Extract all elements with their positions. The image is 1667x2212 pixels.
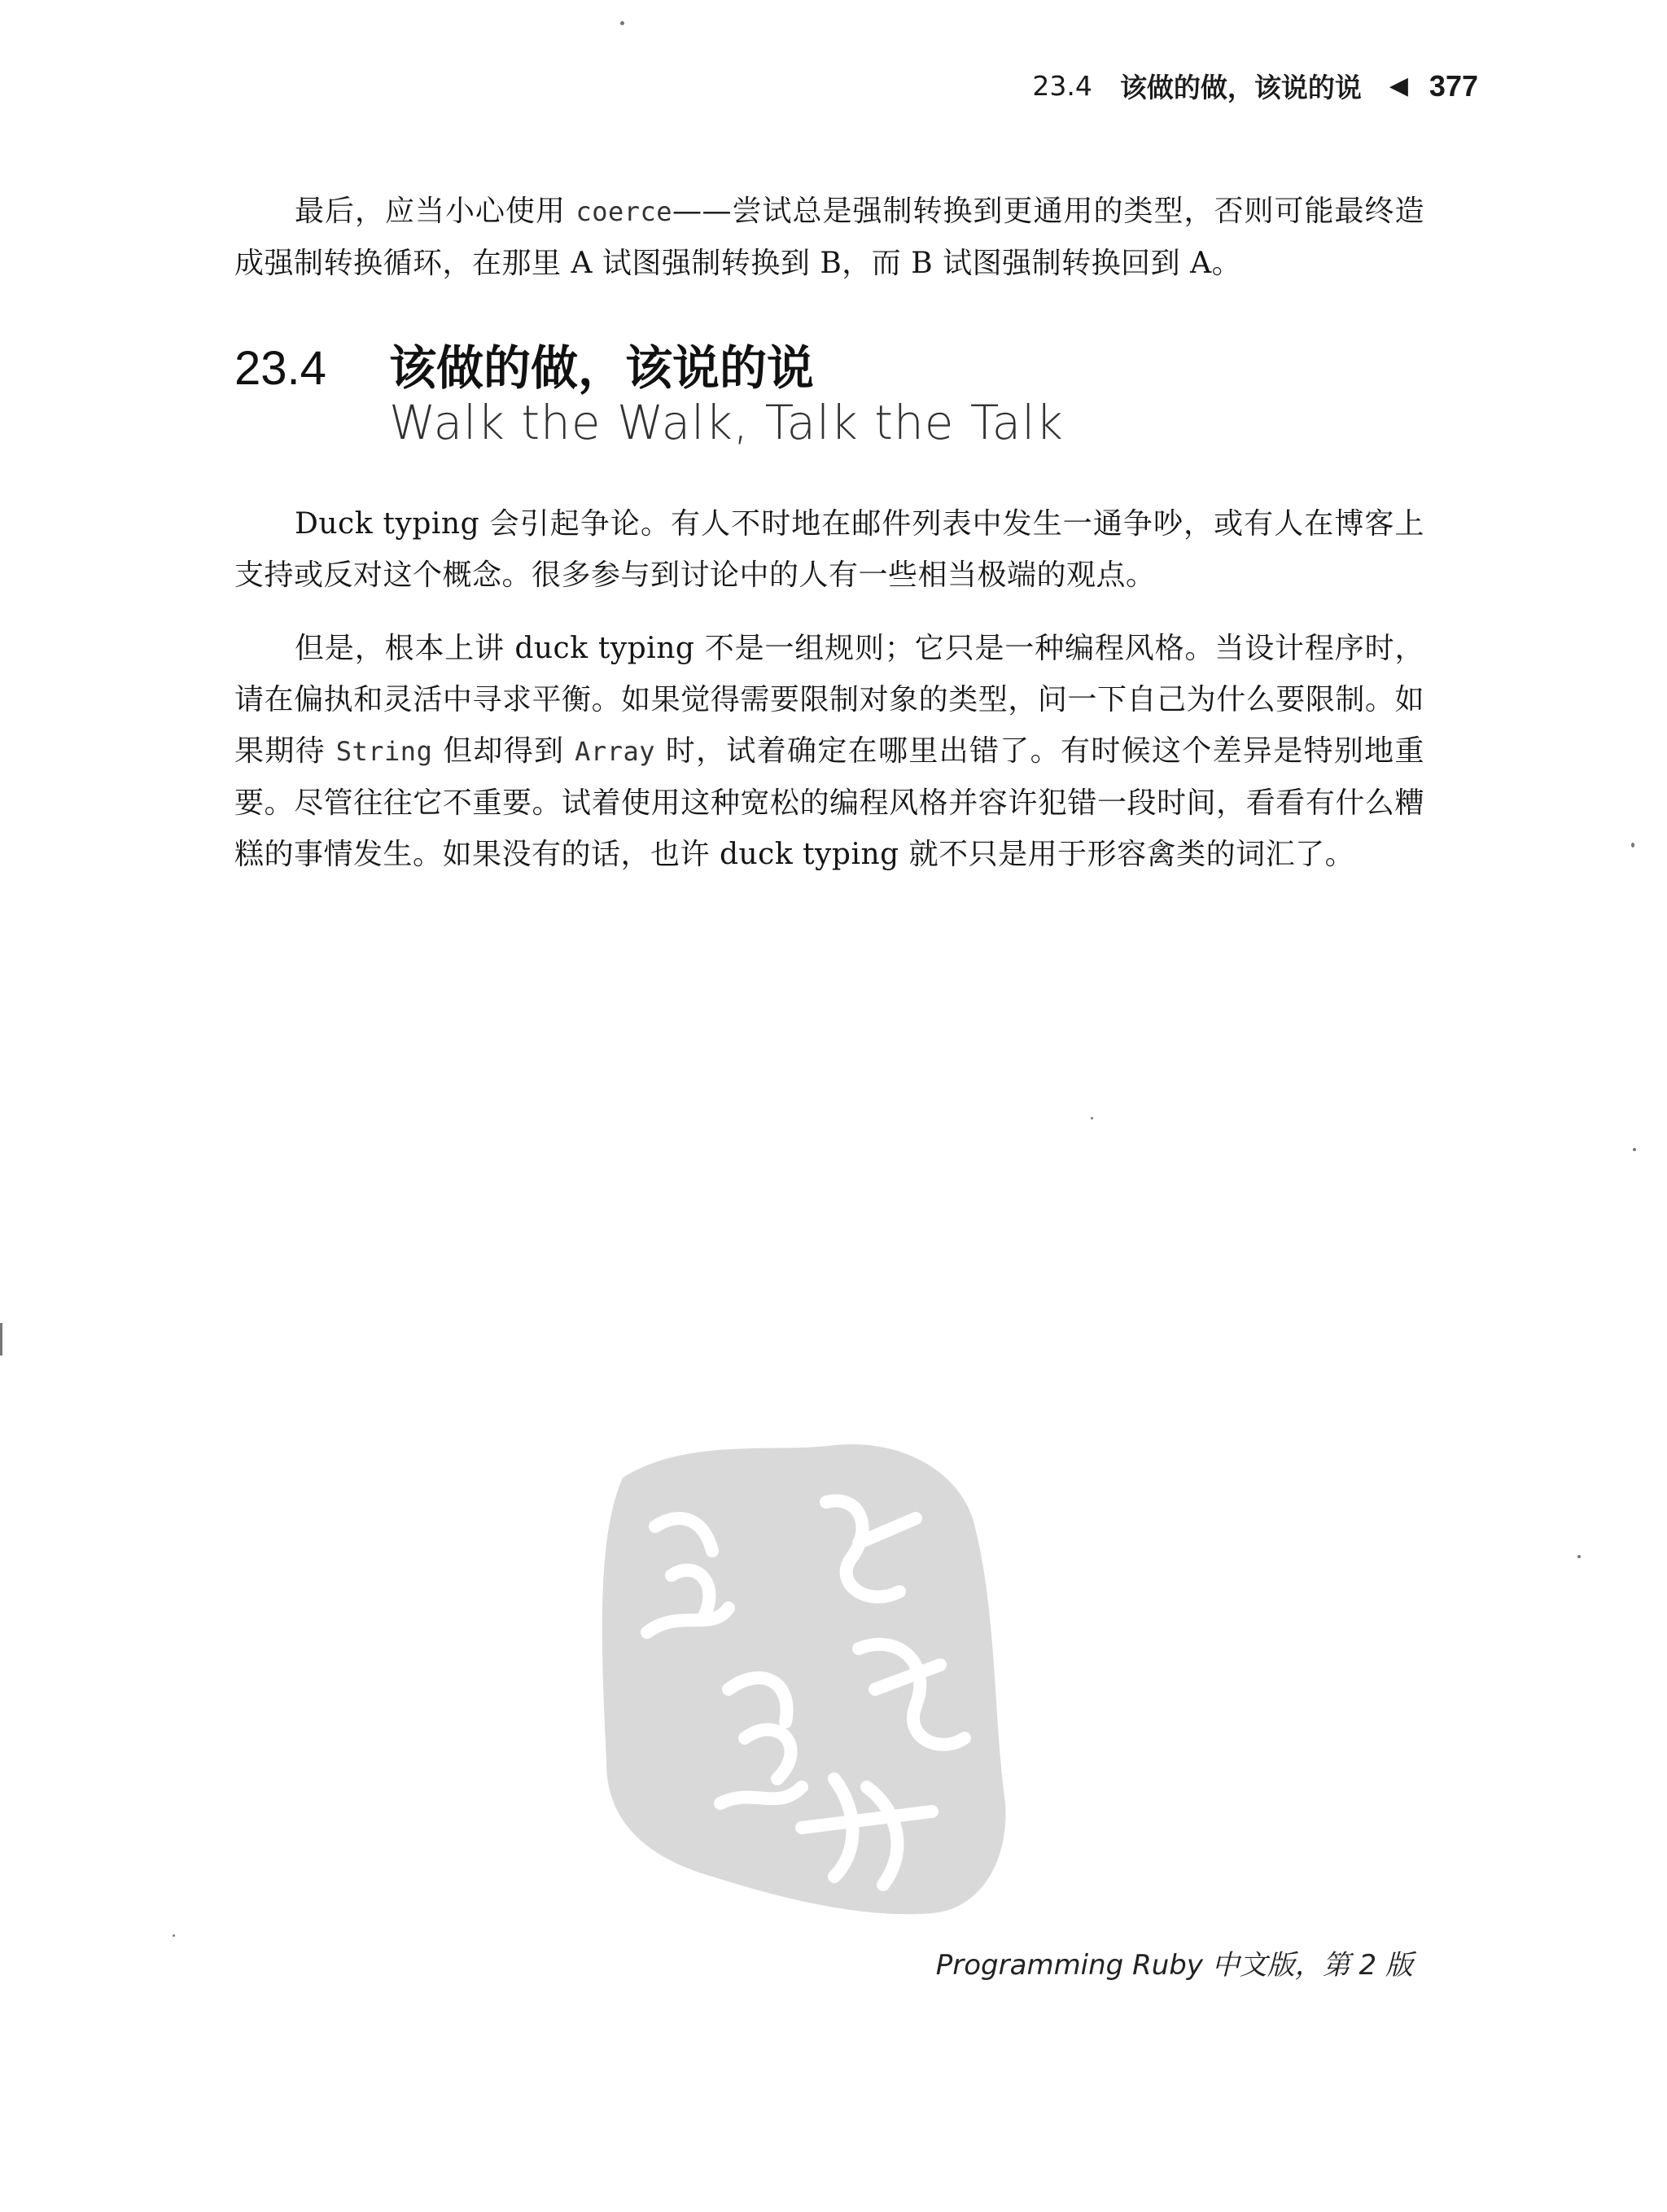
header-section-title: 该做的做，该说的说 — [1119, 72, 1362, 103]
library-seal-icon — [590, 1421, 1013, 1925]
left-triangle-icon: ◀ — [1389, 72, 1408, 100]
paragraph-text: 时，试着确定在哪里出错了。有时候这个差异是特别地重要。尽管往往它不重要。试着使用这种宽松的编程风格并容许犯错一段时间，看看有什么糟糕的事情发生。如果没有的话，也许 duck typing 就不只是用于形容禽类的词汇了。 — [234, 734, 1424, 871]
scan-speck — [1577, 1555, 1581, 1558]
scan-speck — [173, 1934, 175, 1937]
book-title-footer: Programming Ruby 中文版，第 2 版 — [935, 1949, 1413, 1982]
paragraph-text: 但是，根本上讲 duck typing 不是一组规则；它只是一种编程风格。当设计程序时，请在偏执和灵活中寻求平衡。如果觉得需要限制对象的类型，问一下自己为什么要限制。如果期待 — [234, 632, 1424, 768]
inline-code-string: String — [335, 736, 433, 767]
paragraph-duck-typing-style — [234, 623, 1424, 880]
inline-code-array: Array — [575, 736, 655, 767]
seal-background — [602, 1444, 1006, 1914]
scan-speck — [1091, 1117, 1093, 1119]
paragraph-text: ——尝试总是强制转换到更通用的类型，否则可能最终造成强制转换循环，在那里 A 试图强制转换到 B，而 B 试图强制转换回到 A。 — [234, 195, 1424, 280]
scan-speck — [1631, 843, 1634, 848]
section-number: 23.4 — [234, 342, 326, 395]
scan-speck — [1633, 1148, 1636, 1151]
page-number: 377 — [1429, 68, 1478, 103]
paragraph-coerce-warning — [234, 186, 1424, 289]
section-title-chinese: 该做的做，该说的说 — [389, 340, 815, 396]
header-section-number: 23.4 — [1032, 70, 1092, 102]
section-title-english: Walk the Walk, Talk the Talk — [389, 395, 1064, 450]
scan-speck — [620, 21, 624, 25]
paragraph-duck-typing-debate: Duck typing 会引起争论。有人不时地在邮件列表中发生一通争吵，或有人在博客上支持或反对这个概念。很多参与到讨论中的人有一些相当极端的观点。 — [234, 507, 1424, 592]
running-header — [1032, 67, 1478, 105]
paragraph-text: 但却得到 — [432, 734, 575, 768]
scan-speck — [0, 1323, 2, 1356]
section-heading — [234, 330, 1064, 450]
paragraph-text: 最后，应当小心使用 — [295, 195, 576, 228]
inline-code: coerce — [575, 196, 673, 227]
